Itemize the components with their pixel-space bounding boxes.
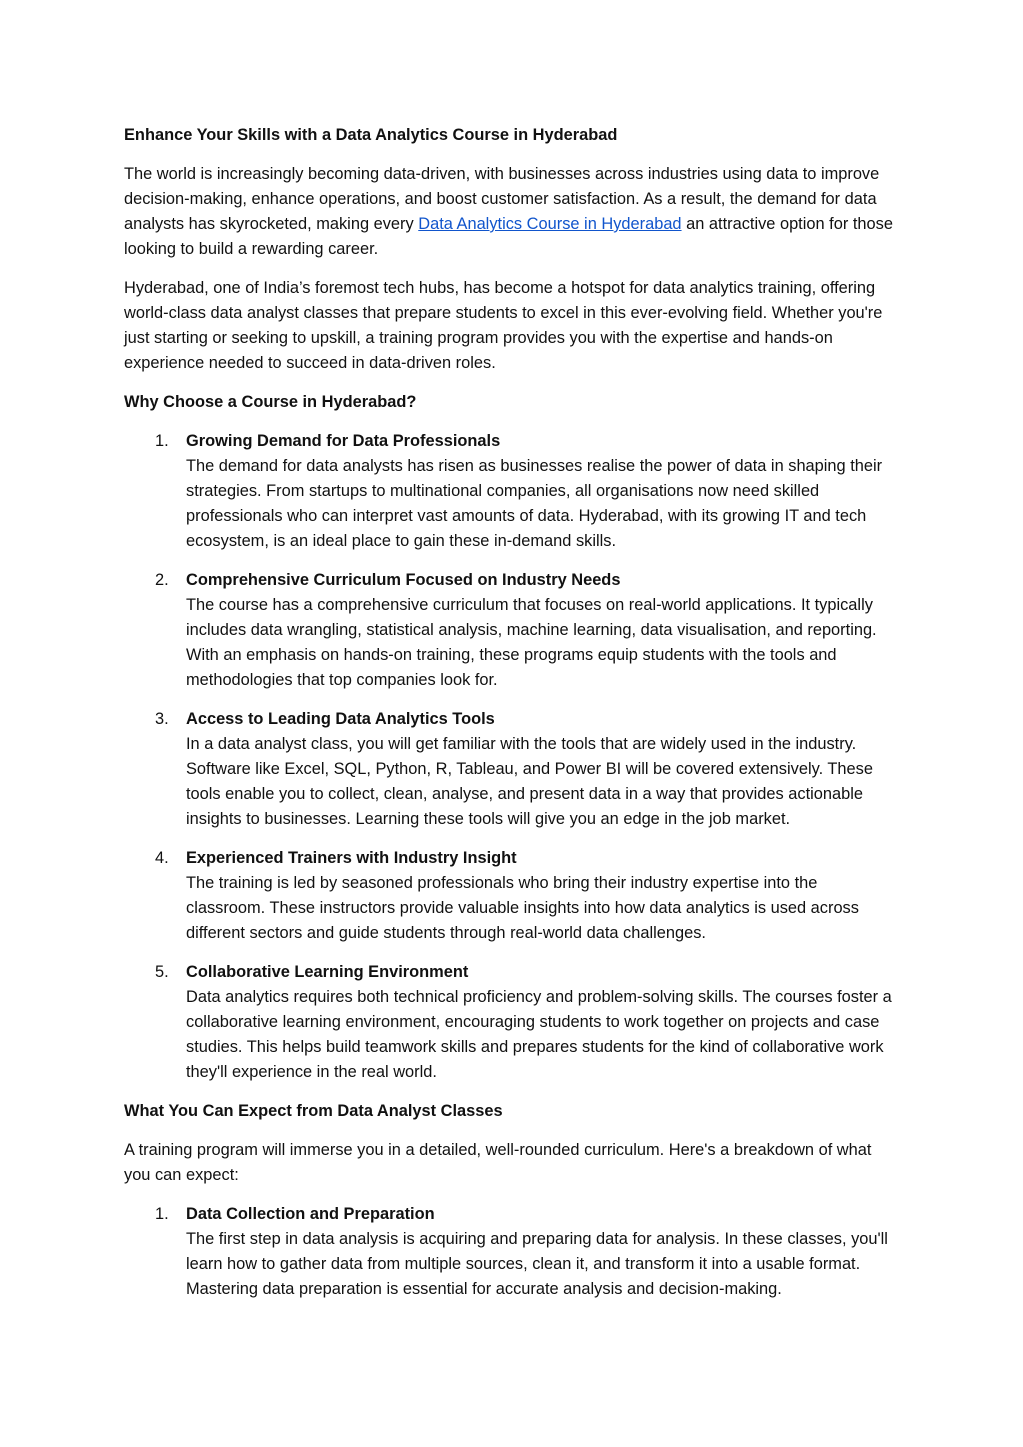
course-link[interactable]: Data Analytics Course in Hyderabad [418,215,682,233]
list-number: 5. [155,963,169,981]
list-item-title: Comprehensive Curriculum Focused on Industry Needs [186,571,621,589]
list-item-body: In a data analyst class, you will get familiar with the tools that are widely used in the industry. Software like Excel, SQL, Python, R, Tableau, and Power BI will be covered extensively. These tools enable you to collect, clean, analyse, and present data in a way that provides actionable insights to businesses. Learning these tools will give you an edge in the job market. [186,735,873,828]
list-number: 1. [155,1205,169,1223]
expect-paragraph: A training program will immerse you in a detailed, well-rounded curriculum. Here's a breakdown of what you can expect: [124,1141,872,1184]
list-number: 2. [155,571,169,589]
list-item [124,960,900,1085]
list-item-title: Collaborative Learning Environment [186,963,469,981]
list-item [124,429,900,554]
list-item-title: Growing Demand for Data Professionals [186,432,501,450]
list-item-body: The training is led by seasoned professionals who bring their industry expertise into the classroom. These instructors provide valuable insights into how data analytics is used across different sectors and guide students through real-world data challenges. [186,874,859,942]
heading-what-to-expect: What You Can Expect from Data Analyst Classes [124,1102,503,1120]
list-item [124,568,900,693]
list-item [124,1202,900,1302]
heading-enhance-skills: Enhance Your Skills with a Data Analytics Course in Hyderabad [124,126,618,144]
list-number: 3. [155,710,169,728]
why-choose-list [124,429,900,1085]
list-number: 1. [155,432,169,450]
document-page [124,123,900,1316]
hyderabad-paragraph: Hyderabad, one of India’s foremost tech hubs, has become a hotspot for data analytics training, offering world-class data analyst classes that prepare students to excel in this ever-evolving field. Whether you're just starting or seeking to upskill, a training program provides you with the expertise and hands-on experience needed to succeed in data-driven roles. [124,279,883,372]
intro-paragraph [124,162,900,262]
list-item-title: Access to Leading Data Analytics Tools [186,710,495,728]
list-item-title: Experienced Trainers with Industry Insight [186,849,517,867]
list-item-body: The first step in data analysis is acquiring and preparing data for analysis. In these classes, you'll learn how to gather data from multiple sources, clean it, and transform it into a usable format. Mastering data preparation is essential for accurate analysis and decision-making. [186,1230,888,1298]
intro-text-after-link: an attractive option for those looking to build a rewarding career. [124,215,893,258]
list-item-title: Data Collection and Preparation [186,1205,435,1223]
expect-list [124,1202,900,1302]
list-item-body: The demand for data analysts has risen as businesses realise the power of data in shaping their strategies. From startups to multinational companies, all organisations now need skilled professionals who can interpret vast amounts of data. Hyderabad, with its growing IT and tech ecosystem, is an ideal place to gain these in-demand skills. [186,457,883,550]
intro-text-before-link: The world is increasingly becoming data-driven, with businesses across industries using data to improve decision-making, enhance operations, and boost customer satisfaction. As a result, the demand for data analysts has skyrocketed, making every [124,165,880,233]
list-number: 4. [155,849,169,867]
heading-why-choose: Why Choose a Course in Hyderabad? [124,393,417,411]
list-item [124,846,900,946]
list-item [124,707,900,832]
list-item-body: Data analytics requires both technical proficiency and problem-solving skills. The courses foster a collaborative learning environment, encouraging students to work together on projects and case studies. This helps build teamwork skills and prepares students for the kind of collaborative work they'll experience in the real world. [186,988,892,1081]
list-item-body: The course has a comprehensive curriculum that focuses on real-world applications. It typically includes data wrangling, statistical analysis, machine learning, data visualisation, and reporting. With an emphasis on hands-on training, these programs equip students with the tools and methodologies that top companies look for. [186,596,877,689]
